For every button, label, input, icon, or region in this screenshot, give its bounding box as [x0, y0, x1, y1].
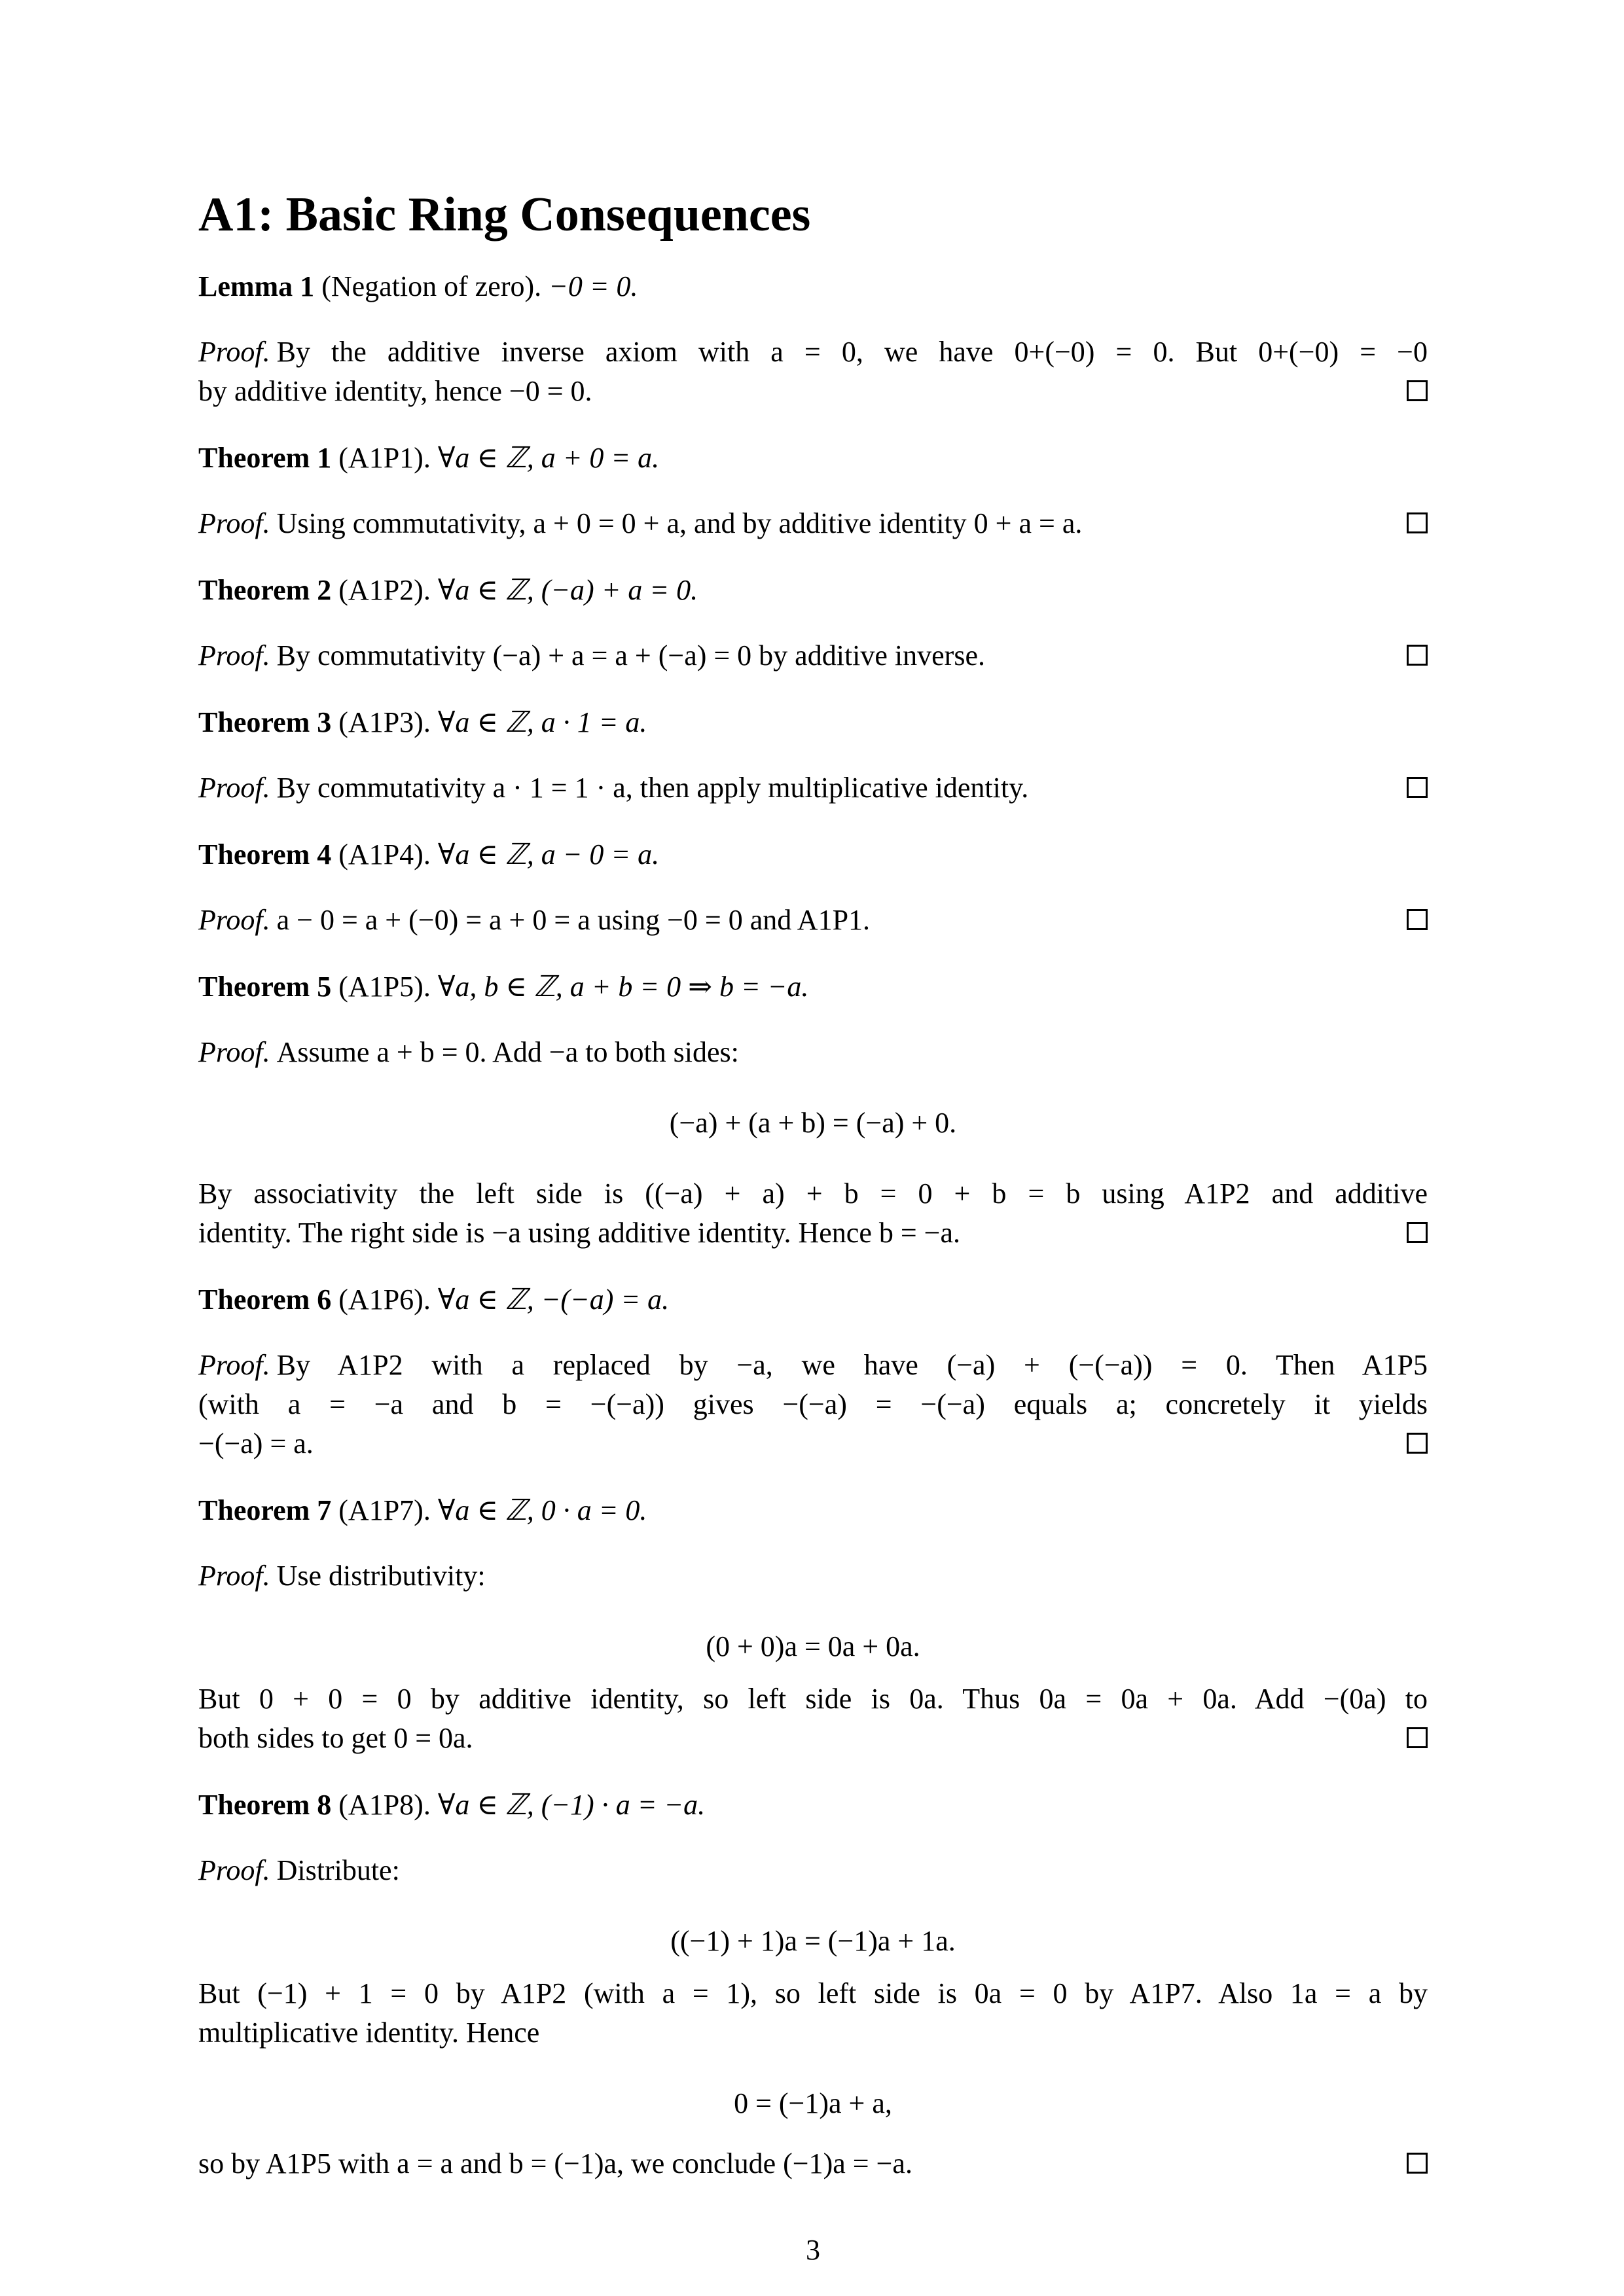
proof-text: Distribute:: [276, 1854, 400, 1886]
theorem-statement: ∀a ∈ ℤ, a − 0 = a.: [437, 838, 660, 870]
proof-text: Use distributivity:: [276, 1560, 486, 1592]
theorem-block: [198, 439, 1428, 478]
proof-line: [198, 2144, 1428, 2183]
proof-paragraph: [198, 1174, 1428, 1253]
proof-text: by additive identity, hence −0 = 0.: [198, 375, 592, 407]
theorem-statement: ∀a ∈ ℤ, −(−a) = a.: [437, 1283, 670, 1316]
proof-block: [198, 901, 1428, 940]
theorem-statement: ∀a, b ∈ ℤ, a + b = 0 ⇒ b = −a.: [437, 971, 809, 1003]
proof-text: identity. The right side is −a using additive identity. Hence b = −a.: [198, 1217, 961, 1249]
proof-label: Proof.: [198, 1854, 270, 1886]
text-column: [198, 188, 1428, 2270]
display-equation: (0 + 0)a = 0a + 0a.: [706, 1630, 920, 1662]
theorem-statement: ∀a ∈ ℤ, 0 · a = 0.: [437, 1494, 647, 1526]
proof-label: Proof.: [198, 904, 270, 936]
proof-line: [198, 1213, 1428, 1253]
proof-text: By A1P2 with a replaced by −a, we have (−a) + (−(−a)) = 0. Then A1P5: [276, 1349, 1428, 1381]
theorem-note: (A1P4).: [338, 838, 431, 870]
theorem-head: Theorem 5: [198, 971, 332, 1003]
proof-text: Assume a + b = 0. Add −a to both sides:: [276, 1036, 739, 1068]
proof-text: multiplicative identity. Hence: [198, 2017, 540, 2049]
proof-line: [198, 504, 1428, 543]
display-equation: (−a) + (a + b) = (−a) + 0.: [669, 1107, 957, 1139]
theorem-note: (A1P8).: [338, 1789, 431, 1821]
lemma-statement: −0 = 0.: [549, 270, 638, 302]
theorem-note: (A1P1).: [338, 442, 431, 474]
proof-paragraph: [198, 1974, 1428, 2053]
theorem-statement: ∀a ∈ ℤ, a · 1 = a.: [437, 706, 647, 738]
theorem-note: (A1P5).: [338, 971, 431, 1003]
proof-text: By the additive inverse axiom with a = 0, we have 0+(−0) = 0. But 0+(−0) = −0: [276, 336, 1428, 368]
qed-box: [1407, 1433, 1428, 1454]
proof-line: [198, 1174, 1428, 1213]
proof-block: [198, 1033, 1428, 1072]
theorem-block: [198, 571, 1428, 610]
theorem-block: [198, 967, 1428, 1007]
proof-text: −(−a) = a.: [198, 1427, 314, 1460]
proof-block: [198, 1851, 1428, 1890]
theorem-note: (A1P6).: [338, 1283, 431, 1316]
proof-paragraph: [198, 2144, 1428, 2183]
display-equation: ((−1) + 1)a = (−1)a + 1a.: [670, 1925, 956, 1957]
theorem-statement: ∀a ∈ ℤ, (−a) + a = 0.: [437, 574, 698, 606]
qed-box: [1407, 645, 1428, 666]
qed-box: [1407, 777, 1428, 798]
theorem-head: Theorem 7: [198, 1494, 332, 1526]
proof-text: By associativity the left side is ((−a) + a) + b = 0 + b = b using A1P2 and additive: [198, 1177, 1428, 1210]
proof-line: [198, 636, 1428, 675]
theorem-block: [198, 1491, 1428, 1530]
proof-line: [198, 1679, 1428, 1719]
proof-line: [198, 768, 1428, 808]
proof-text: Using commutativity, a + 0 = 0 + a, and by additive identity 0 + a = a.: [276, 507, 1083, 539]
proof-text: But (−1) + 1 = 0 by A1P2 (with a = 1), so left side is 0a = 0 by A1P7. Also 1a = a by: [198, 1977, 1428, 2009]
lemma-block: [198, 267, 1428, 306]
theorem-note: (A1P3).: [338, 706, 431, 738]
proof-text: both sides to get 0 = 0a.: [198, 1722, 473, 1754]
proof-line: [198, 372, 1428, 411]
theorem-head: Theorem 1: [198, 442, 332, 474]
proof-line: [198, 1556, 1428, 1596]
theorem-head: Theorem 2: [198, 574, 332, 606]
proof-label: Proof.: [198, 1560, 270, 1592]
section-title: A1: Basic Ring Consequences: [198, 188, 811, 242]
proof-line: [198, 1974, 1428, 2013]
qed-box: [1407, 1727, 1428, 1748]
theorem-block: [198, 703, 1428, 742]
proof-line: [198, 332, 1428, 372]
proof-text: a − 0 = a + (−0) = a + 0 = a using −0 = 0 and A1P1.: [276, 904, 871, 936]
theorem-block: [198, 1785, 1428, 1825]
proof-text: (with a = −a and b = −(−a)) gives −(−a) = −(−a) equals a; concretely it yields: [198, 1388, 1428, 1420]
page-number: 3: [806, 2234, 820, 2266]
qed-box: [1407, 909, 1428, 930]
proof-block: [198, 332, 1428, 411]
theorem-head: Theorem 3: [198, 706, 332, 738]
proof-label: Proof.: [198, 639, 270, 672]
theorem-head: Theorem 6: [198, 1283, 332, 1316]
theorem-head: Theorem 8: [198, 1789, 332, 1821]
proof-label: Proof.: [198, 336, 270, 368]
display-equation: 0 = (−1)a + a,: [734, 2087, 892, 2119]
proof-block: [198, 768, 1428, 808]
proof-text: By commutativity (−a) + a = a + (−a) = 0 by additive inverse.: [276, 639, 985, 672]
proof-block: [198, 1346, 1428, 1463]
proof-text: But 0 + 0 = 0 by additive identity, so left side is 0a. Thus 0a = 0a + 0a. Add −(0a) to: [198, 1683, 1428, 1715]
proof-block: [198, 636, 1428, 675]
theorem-block: [198, 1280, 1428, 1319]
lemma-head: Lemma 1: [198, 270, 315, 302]
qed-box: [1407, 380, 1428, 401]
theorem-statement: ∀a ∈ ℤ, (−1) · a = −a.: [437, 1789, 706, 1821]
proof-line: [198, 2013, 1428, 2053]
lemma-note: (Negation of zero).: [321, 270, 542, 302]
proof-label: Proof.: [198, 1036, 270, 1068]
theorem-statement: ∀a ∈ ℤ, a + 0 = a.: [437, 442, 660, 474]
proof-text: By commutativity a · 1 = 1 · a, then apply multiplicative identity.: [276, 772, 1029, 804]
theorem-head: Theorem 4: [198, 838, 332, 870]
proof-block: [198, 1556, 1428, 1596]
qed-box: [1407, 512, 1428, 533]
qed-box: [1407, 2153, 1428, 2174]
proof-text: so by A1P5 with a = a and b = (−1)a, we conclude (−1)a = −a.: [198, 2147, 912, 2179]
theorem-note: (A1P7).: [338, 1494, 431, 1526]
theorem-note: (A1P2).: [338, 574, 431, 606]
proof-paragraph: [198, 1679, 1428, 1758]
proof-line: [198, 901, 1428, 940]
proof-line: [198, 1385, 1428, 1424]
proof-line: [198, 1424, 1428, 1463]
proof-line: [198, 1346, 1428, 1385]
proof-label: Proof.: [198, 1349, 270, 1381]
theorem-block: [198, 835, 1428, 874]
proof-line: [198, 1033, 1428, 1072]
qed-box: [1407, 1222, 1428, 1243]
proof-line: [198, 1851, 1428, 1890]
proof-label: Proof.: [198, 772, 270, 804]
proof-label: Proof.: [198, 507, 270, 539]
proof-line: [198, 1719, 1428, 1758]
proof-block: [198, 504, 1428, 543]
